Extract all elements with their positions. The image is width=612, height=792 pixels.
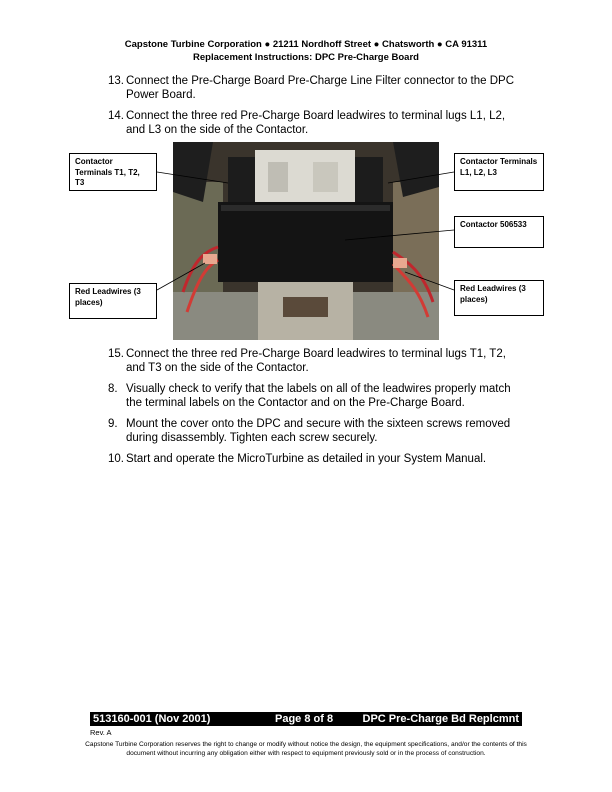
step-text: Start and operate the MicroTurbine as detailed in your System Manual. [126,453,487,465]
footer-disclaimer: Capstone Turbine Corporation reserves the right to change or modify without notice the design, the equipment specifications, and/or the contents of this document without incurring any obligation either with respect to equipment previously sold or in the process of construction. [85,741,527,757]
footer-page-number: Page 8 of 8 [275,713,334,725]
step-number: 13. [108,75,124,87]
header-address: Capstone Turbine Corporation ● 21211 Nordhoff Street ● Chatsworth ● CA 91311 [124,39,488,50]
header-title: Replacement Instructions: DPC Pre-Charge Board [193,52,419,63]
callout-red-leadwires-left: Red Leadwires (3 places) [69,283,157,319]
callout-contactor-t-terminals: Contactor Terminals T1, T2, T3 [69,153,157,191]
step-text: Visually check to verify that the labels on all of the leadwires properly match the terminal labels on the Contactor and on the Pre-Charge Board. [126,383,511,409]
footer-doc-number: 513160-001 (Nov 2001) [93,713,211,725]
step-text: Connect the Pre-Charge Board Pre-Charge Line Filter connector to the DPC Power Board. [126,75,515,101]
callout-contactor-l-terminals: Contactor Terminals L1, L2, L3 [454,153,544,191]
step-text: Connect the three red Pre-Charge Board leadwires to terminal lugs T1, T2, and T3 on the side of the Contactor. [126,348,506,374]
step-15 [108,347,520,375]
footer-revision: Rev. A [90,728,112,737]
callout-contactor-part: Contactor 506533 [454,216,544,248]
step-9 [108,417,520,445]
step-10 [108,452,520,466]
footer-doc-title: DPC Pre-Charge Bd Replcmnt [362,713,519,725]
step-text: Connect the three red Pre-Charge Board leadwires to terminal lugs L1, L2, and L3 on the side of the Contactor. [126,110,506,136]
callout-red-leadwires-right: Red Leadwires (3 places) [454,280,544,316]
footer-bar [90,712,522,726]
steps-list-bottom [108,347,520,473]
step-number: 10. [108,453,124,465]
step-number: 9. [108,418,118,430]
step-text: Mount the cover onto the DPC and secure with the sixteen screws removed during disassembly. Tighten each screw securely. [126,418,511,444]
step-number: 14. [108,110,124,122]
step-number: 15. [108,348,124,360]
step-8 [108,382,520,410]
step-number: 8. [108,383,118,395]
